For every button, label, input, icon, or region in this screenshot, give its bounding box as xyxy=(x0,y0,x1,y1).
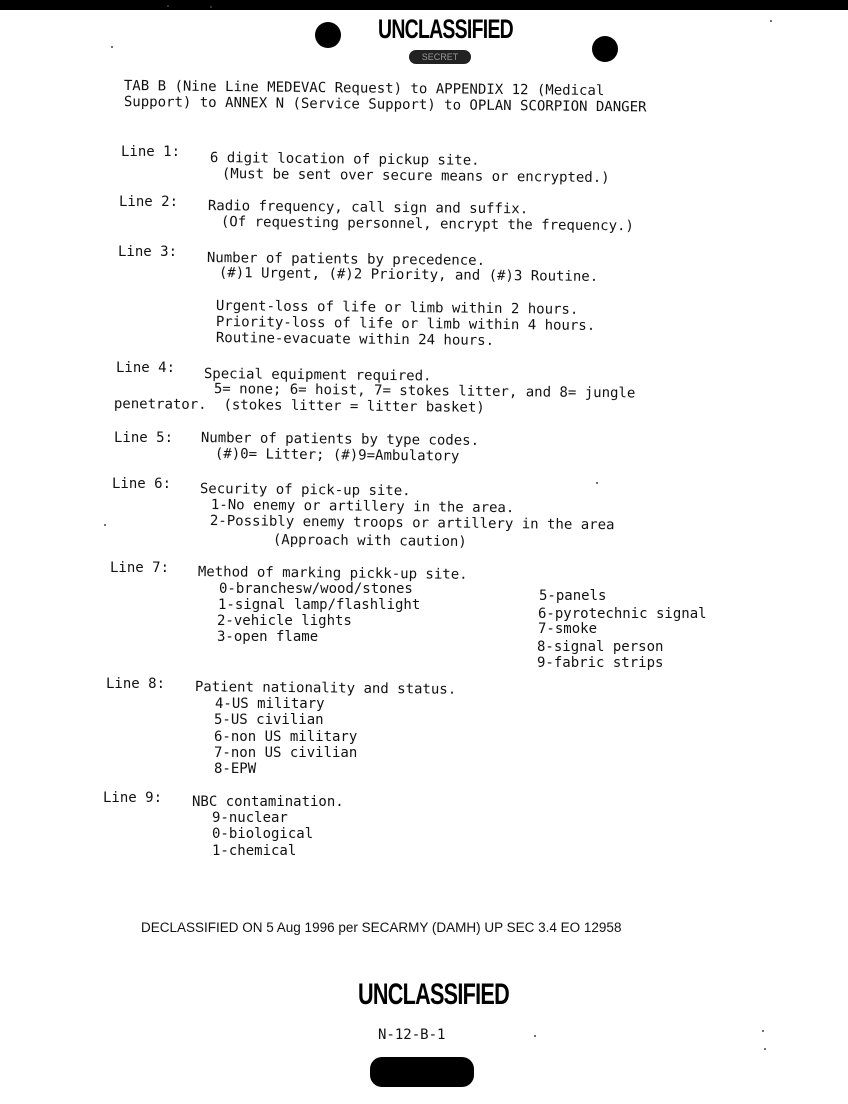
obscured-stamp: SECRET xyxy=(409,50,471,64)
line-3-label: Line 3: xyxy=(118,244,178,260)
scan-speck xyxy=(764,1048,766,1050)
line-1-sub-1: (Must be sent over secure means or encrypted.) xyxy=(221,166,610,187)
line-6-sub-1: 1-No enemy or artillery in the area. xyxy=(210,497,515,517)
line-7-left-3: 2-vehicle lights xyxy=(217,613,352,629)
line-8-sub-4: 7-non US civilian xyxy=(214,745,358,761)
line-6-sub-2: 2-Possibly enemy troops or artillery in the area xyxy=(209,513,615,534)
line-9-sub-2: 0-biological xyxy=(212,826,314,842)
line-9-sub-3: 1-chemical xyxy=(212,843,297,859)
scan-speck xyxy=(104,524,106,526)
redaction-mark-right xyxy=(592,36,618,62)
line-3-sub-1: (#)1 Urgent, (#)2 Priority, and (#)3 Routine. xyxy=(218,265,599,285)
line-9-sub-1: 9-nuclear xyxy=(212,810,288,826)
scan-speck xyxy=(534,1035,536,1037)
line-3-sub-2: Urgent-loss of life or limb within 2 hours. xyxy=(215,298,579,318)
scan-speck xyxy=(167,5,169,7)
line-2-sub-1: (Of requesting personnel, encrypt the frequency.) xyxy=(220,214,634,235)
line-3-sub-3: Priority-loss of life or limb within 4 hours. xyxy=(215,314,596,334)
line-7-label: Line 7: xyxy=(110,560,170,576)
line-4-label: Line 4: xyxy=(116,360,176,376)
declassification-note: DECLASSIFIED ON 5 Aug 1996 per SECARMY (DAMH) UP SEC 3.4 EO 12958 xyxy=(141,920,622,935)
page-number: N-12-B-1 xyxy=(378,1027,446,1043)
line-6-label: Line 6: xyxy=(112,476,172,492)
line-8-sub-1: 4-US military xyxy=(215,696,325,712)
redaction-mark-left xyxy=(315,22,341,48)
line-7-right-4: 8-signal person xyxy=(537,639,664,655)
document-title-line-1: TAB B (Nine Line MEDEVAC Request) to APPENDIX 12 (Medical xyxy=(123,78,605,100)
line-5-sub-1: (#)0= Litter; (#)9=Ambulatory xyxy=(214,446,460,465)
classification-header: UNCLASSIFIED xyxy=(378,14,514,44)
line-5-text: Number of patients by type codes. xyxy=(200,430,480,449)
line-7-right-1: 5-panels xyxy=(539,588,607,604)
line-4-sub-2: penetrator. (stokes litter = litter basket) xyxy=(113,396,485,416)
scan-speck xyxy=(762,1030,764,1032)
scan-speck xyxy=(210,6,212,8)
line-7-left-4: 3-open flame xyxy=(217,629,319,645)
scan-speck xyxy=(111,46,113,48)
line-8-sub-3: 6-non US military xyxy=(214,729,358,745)
line-9-text: NBC contamination. xyxy=(192,794,344,810)
line-6-text: Security of pick-up site. xyxy=(199,481,411,500)
line-5-label: Line 5: xyxy=(114,430,174,446)
line-7-right-5: 9-fabric strips xyxy=(537,655,664,671)
line-6-sub-3: (Approach with caution) xyxy=(272,532,467,551)
line-7-text: Method of marking pickk-up site. xyxy=(197,564,468,583)
line-7-right-2: 6-pyrotechnic signal xyxy=(538,606,707,622)
scan-top-border xyxy=(0,0,848,10)
scan-speck xyxy=(596,482,598,484)
line-7-left-2: 1-signal lamp/flashlight xyxy=(218,597,421,613)
line-8-sub-5: 8-EPW xyxy=(214,761,257,777)
line-9-label: Line 9: xyxy=(103,790,163,806)
document-title-line-2: Support) to ANNEX N (Service Support) to OPLAN SCORPION DANGER xyxy=(123,94,647,116)
classification-footer: UNCLASSIFIED xyxy=(358,978,509,1011)
line-8-text: Patient nationality and status. xyxy=(194,679,457,698)
line-4-text: Special equipment required. xyxy=(203,366,432,385)
line-7-right-3: 7-smoke xyxy=(538,621,598,637)
line-1-text: 6 digit location of pickup site. xyxy=(209,150,480,169)
line-8-sub-2: 5-US civilian xyxy=(214,712,324,728)
line-3-text: Number of patients by precedence. xyxy=(206,250,486,269)
line-4-sub-1: 5= none; 6= hoist, 7= stokes litter, and 8= jungle xyxy=(213,381,636,402)
redaction-bar-bottom xyxy=(370,1057,474,1087)
line-3-sub-4: Routine-evacuate within 24 hours. xyxy=(215,330,495,349)
scan-speck xyxy=(770,20,772,22)
line-8-label: Line 8: xyxy=(106,676,166,692)
line-2-label: Line 2: xyxy=(119,194,179,210)
line-7-left-1: 0-branchesw/wood/stones xyxy=(219,581,413,597)
line-2-text: Radio frequency, call sign and suffix. xyxy=(207,198,529,218)
line-1-label: Line 1: xyxy=(121,144,181,160)
